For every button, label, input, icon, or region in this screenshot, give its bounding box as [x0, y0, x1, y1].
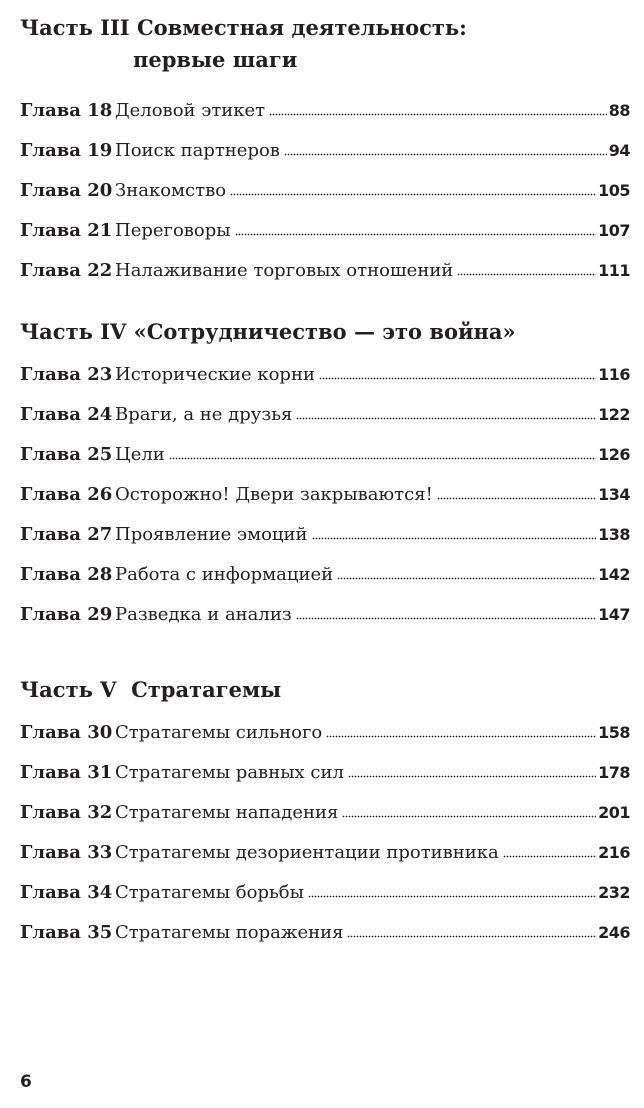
part-heading — [20, 316, 630, 348]
chapter-title: Знакомство — [115, 179, 227, 201]
dot-leader — [312, 537, 597, 540]
chapter-entry[interactable] — [20, 554, 630, 594]
chapter-title: Цели — [115, 443, 165, 465]
part-title: Совместная деятельность: — [136, 15, 467, 40]
chapter-label: Глава 21 — [20, 219, 113, 241]
chapter-label: Глава 28 — [20, 563, 113, 585]
chapter-label: Глава 26 — [20, 483, 113, 505]
chapter-page: 142 — [598, 564, 630, 584]
dot-leader — [296, 417, 596, 420]
chapter-label: Глава 24 — [20, 403, 113, 425]
chapter-page: 134 — [598, 484, 630, 504]
part-heading — [20, 12, 630, 44]
dot-leader — [326, 735, 596, 738]
chapter-entry[interactable] — [20, 832, 630, 872]
chapter-label: Глава 29 — [20, 603, 113, 625]
chapter-title: Осторожно! Двери закрываются! — [115, 483, 433, 505]
chapter-page: 232 — [598, 882, 630, 902]
part-label: Часть V — [20, 677, 117, 702]
chapter-page: 216 — [598, 842, 630, 862]
chapter-title: Переговоры — [115, 219, 231, 241]
chapter-entry[interactable] — [20, 474, 630, 514]
chapter-page: 116 — [598, 364, 630, 384]
part-heading-line2 — [20, 44, 630, 76]
chapter-label: Глава 31 — [20, 761, 113, 783]
chapter-entry[interactable] — [20, 130, 630, 170]
chapter-page: 201 — [598, 802, 630, 822]
page-number: 6 — [20, 1072, 32, 1092]
chapter-page: 138 — [598, 524, 630, 544]
chapter-entry[interactable] — [20, 872, 630, 912]
chapter-entry[interactable] — [20, 354, 630, 394]
dot-leader — [296, 617, 596, 620]
part-section — [20, 316, 630, 625]
chapter-entry[interactable] — [20, 752, 630, 792]
chapter-page: 105 — [598, 180, 630, 200]
part-section — [20, 12, 630, 281]
part-heading — [20, 674, 630, 706]
chapter-entry[interactable] — [20, 912, 630, 952]
chapter-entry[interactable] — [20, 170, 630, 210]
chapter-page: 126 — [598, 444, 630, 464]
chapter-entry[interactable] — [20, 90, 630, 130]
dot-leader — [284, 153, 607, 156]
chapter-label: Глава 30 — [20, 721, 113, 743]
chapter-entry[interactable] — [20, 394, 630, 434]
chapter-entry[interactable] — [20, 712, 630, 752]
chapter-label: Глава 27 — [20, 523, 113, 545]
chapter-label: Глава 23 — [20, 363, 113, 385]
part-title: Стратагемы — [131, 677, 282, 702]
chapter-page: 107 — [598, 220, 630, 240]
dot-leader — [269, 113, 607, 116]
chapter-label: Глава 34 — [20, 881, 113, 903]
dot-leader — [437, 497, 596, 500]
dot-leader — [347, 935, 596, 938]
chapter-label: Глава 35 — [20, 921, 113, 943]
part-label: Часть IV — [20, 319, 127, 344]
chapter-label: Глава 20 — [20, 179, 113, 201]
chapter-title: Стратагемы борьбы — [115, 881, 304, 903]
chapter-entry[interactable] — [20, 434, 630, 474]
chapter-page: 111 — [598, 260, 630, 280]
chapter-page: 94 — [608, 140, 630, 160]
chapter-title: Налаживание торговых отношений — [115, 259, 454, 281]
dot-leader — [503, 855, 596, 858]
chapter-title: Исторические корни — [115, 363, 315, 385]
part-section — [20, 674, 630, 943]
chapter-page: 178 — [598, 762, 630, 782]
chapter-title: Разведка и анализ — [115, 603, 292, 625]
chapter-title: Деловой этикет — [115, 99, 266, 121]
chapter-title: Стратагемы поражения — [115, 921, 344, 943]
part-label: Часть III — [20, 15, 130, 40]
chapter-page: 88 — [608, 100, 630, 120]
chapter-label: Глава 18 — [20, 99, 113, 121]
chapter-page: 147 — [598, 604, 630, 624]
chapter-entry[interactable] — [20, 210, 630, 250]
chapter-title: Проявление эмоций — [115, 523, 308, 545]
dot-leader — [319, 377, 596, 380]
chapter-title: Стратагемы дезориентации противника — [115, 841, 499, 863]
dot-leader — [457, 273, 596, 276]
chapter-page: 122 — [598, 404, 630, 424]
chapter-page: 246 — [598, 922, 630, 942]
part-title: «Сотрудничество — это война» — [133, 319, 516, 344]
dot-leader — [308, 895, 596, 898]
chapter-entry[interactable] — [20, 792, 630, 832]
chapter-label: Глава 19 — [20, 139, 113, 161]
dot-leader — [348, 775, 596, 778]
dot-leader — [337, 577, 596, 580]
chapter-entry[interactable] — [20, 514, 630, 554]
chapter-label: Глава 25 — [20, 443, 113, 465]
chapter-title: Враги, а не друзья — [115, 403, 293, 425]
chapter-page: 158 — [598, 722, 630, 742]
dot-leader — [169, 457, 596, 460]
chapter-title: Работа с информацией — [115, 563, 334, 585]
chapter-entry[interactable] — [20, 250, 630, 290]
chapter-title: Стратагемы сильного — [115, 721, 323, 743]
chapter-label: Глава 33 — [20, 841, 113, 863]
dot-leader — [342, 815, 596, 818]
dot-leader — [230, 193, 596, 196]
chapter-label: Глава 32 — [20, 801, 113, 823]
chapter-title: Стратагемы равных сил — [115, 761, 344, 783]
chapter-title: Стратагемы нападения — [115, 801, 339, 823]
chapter-entry[interactable] — [20, 594, 630, 634]
dot-leader — [235, 233, 596, 236]
part-title-line2: первые шаги — [133, 47, 298, 72]
chapter-label: Глава 22 — [20, 259, 113, 281]
chapter-title: Поиск партнеров — [115, 139, 280, 161]
